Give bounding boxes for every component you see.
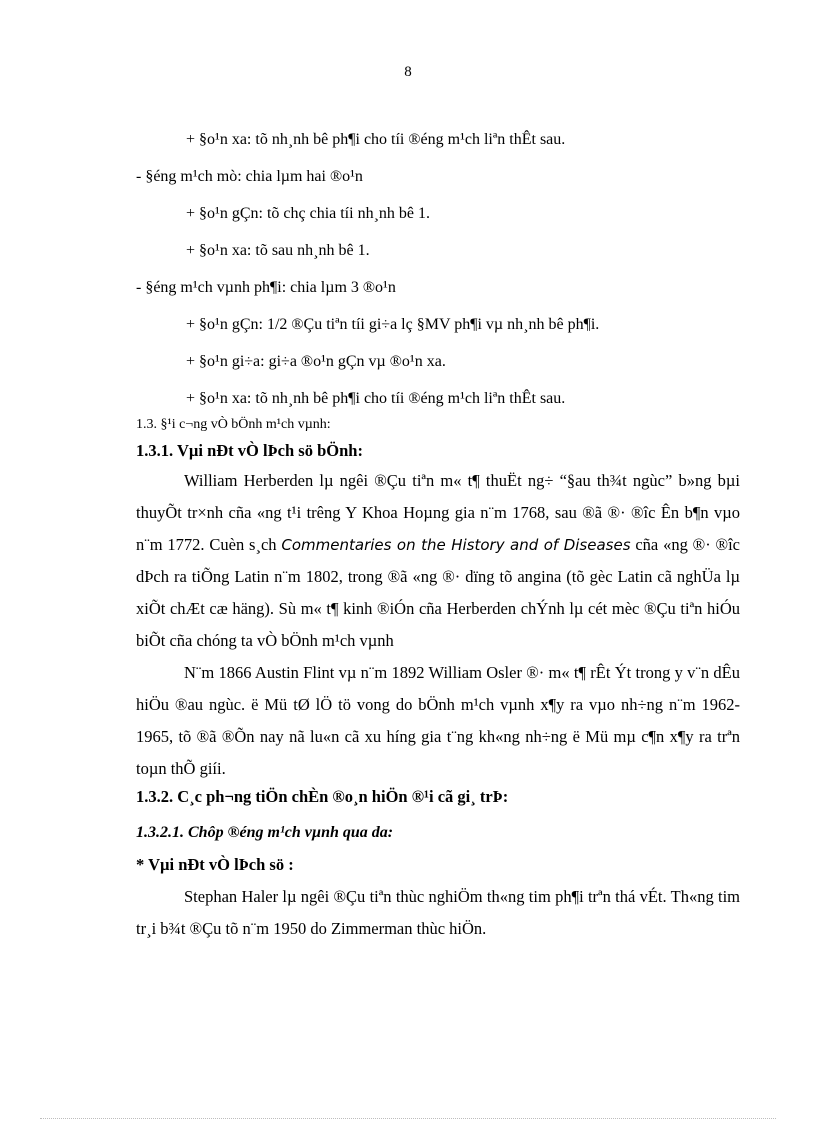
section-heading: 1.3.2. C¸c ph¬ng tiÖn chÈn ®o¸n hiÖn ®¹i cã gi¸ trÞ: [136, 787, 509, 806]
page-number: 8 [404, 64, 412, 80]
section-heading: * Vµi nÐt vÒ lÞch sö : [136, 855, 294, 874]
text-line: - §éng m¹ch mò: chia lµm hai ®o¹n [136, 168, 363, 185]
text-line: + §o¹n gi÷a: gi÷a ®o¹n gÇn vµ ®o¹n xa. [186, 353, 446, 370]
text-line: + §o¹n gÇn: tõ chç chia tíi nh¸nh bê 1. [186, 205, 430, 222]
paragraph: Stephan Haler lµ ngêi ®Çu tiªn thùc nghiÖm th«ng tim ph¶i trªn thá vÉt. Th«ng tim tr¸i b¾t ®Çu tõ n¨m 1950 do Zimmerman thùc hiÖn. [136, 887, 740, 938]
document-body [136, 130, 740, 945]
page-bottom-rule [40, 1118, 776, 1119]
text-line: + §o¹n xa: tõ sau nh¸nh bê 1. [186, 242, 370, 259]
book-title: Commentaries on the History and of Diseases [281, 536, 631, 554]
text-line: + §o¹n gÇn: 1/2 ®Çu tiªn tíi gi÷a lç §MV ph¶i vµ nh¸nh bê ph¶i. [186, 316, 600, 333]
text-line: - §éng m¹ch vµnh ph¶i: chia lµm 3 ®o¹n [136, 279, 396, 296]
paragraph: N¨m 1866 Austin Flint vµ n¨m 1892 William Osler ®· m« t¶ rÊt Ýt trong y v¨n dÊu hiÖu ®au ngùc. ë Mü tØ lÖ tö vong do bÖnh m¹ch vµnh x¶y ra vµo nh÷ng n¨m 1962-1965, tõ ®ã ®Õn nay nã lu«n cã xu híng gia t¨ng kh«ng nh÷ng ë Mü mµ c¶n x¶y ra trªn toµn thÕ giíi. [136, 663, 740, 778]
section-heading: 1.3.1. Vµi nÐt vÒ lÞch sö bÖnh: [136, 441, 363, 460]
text-line: + §o¹n xa: tõ nh¸nh bê ph¶i cho tíi ®éng m¹ch liªn thÊt sau. [186, 131, 566, 148]
text-line: + §o¹n xa: tõ nh¸nh bê ph¶i cho tíi ®éng m¹ch liªn thÊt sau. [186, 390, 566, 407]
paragraph: William Herberden lµ ngêi ®Çu tiªn m« t¶ thuËt ng÷ “§au th¾t ngùc” b»ng bµi thuyÕt tr×nh cña «ng t¹i trêng Y Khoa Hoµng gia n¨m 1768, sau ®ã ®· ®îc Ên b¶n vµo n¨m 1772. Cuèn s¸ch Commentaries on the History and of Diseases cña «ng ®· ®îc dÞch ra tiÕng Latin n¨m 1802, trong ®ã «ng ®· dïng tõ angina (tõ gèc Latin cã nghÜa lµ xiÕt chÆt cæ häng). Sù m« t¶ kinh ®iÓn cña Herberden chÝnh lµ cét mèc ®Çu tiªn hiÓu biÕt cña chóng ta vÒ bÖnh m¹ch vµnh [136, 471, 740, 650]
section-heading: 1.3. §¹i c¬ng vÒ bÖnh m¹ch vµnh: [136, 417, 331, 432]
section-heading: 1.3.2.1. Chôp ®éng m¹ch vµnh qua da: [136, 824, 394, 841]
